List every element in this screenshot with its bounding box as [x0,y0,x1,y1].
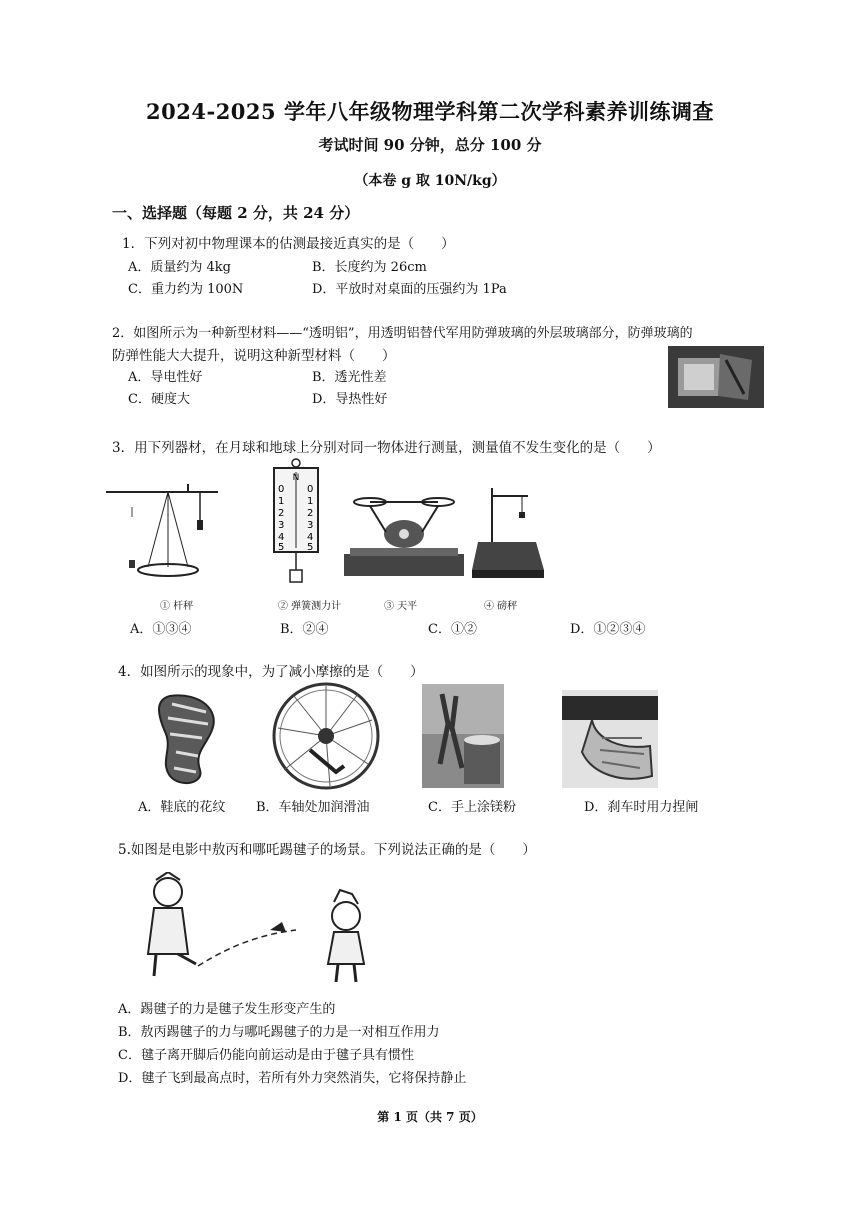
svg-text:2: 2 [307,508,314,519]
q5-option-b: B．敖丙踢毽子的力与哪吒踢毽子的力是一对相互作用力 [118,1025,440,1040]
spring-scale-unit: N [292,473,300,483]
q4-option-a: A．鞋底的花纹 [138,800,226,815]
svg-text:5: 5 [307,542,314,553]
svg-text:0: 0 [278,484,285,495]
spring-scale-image [270,458,326,588]
q3-option-c: C．①② [428,622,477,637]
chalk-hands-photo [422,684,504,788]
shoe-sole-photo [150,690,230,790]
q5-stem: 5.如图是电影中敖丙和哪吒踢毽子的场景。下列说法正确的是（ ） [118,842,536,858]
svg-text:0: 0 [307,484,314,495]
svg-text:2: 2 [278,508,285,519]
q1-option-c: C．重力约为 100N [128,282,244,297]
svg-text:4: 4 [307,532,314,543]
q4-option-d: D．刹车时用力捏闸 [584,800,699,815]
q5-option-d: D．毽子飞到最高点时，若所有外力突然消失，它将保持静止 [118,1071,467,1086]
q3-stem: 3．用下列器材，在月球和地球上分别对同一物体进行测量，测量值不发生变化的是（ ） [112,440,661,456]
brake-lever-photo [562,690,658,788]
svg-text:1: 1 [278,496,285,507]
q1-stem: 1．下列对初中物理课本的估测最接近真实的是（ ） [122,236,455,252]
q2-stem-line2: 防弹性能大大提升，说明这种新型材料（ ） [112,348,396,364]
balance-image [340,482,470,582]
q1-option-d: D．平放时对桌面的压强约为 1Pa [312,282,507,297]
svg-text:3: 3 [307,520,314,531]
spring-scale-right-ticks [307,484,313,553]
page-number: 第 1 页（共 7 页） [377,1110,483,1124]
q3-option-b: B．②④ [280,622,329,637]
q1-option-b: B．长度约为 26cm [312,260,427,275]
q3-caption-2: ② 弹簧测力计 [278,601,342,612]
q2-option-d: D．导热性好 [312,392,388,407]
q5-option-c: C．毽子离开脚后仍能向前运动是由于毽子具有惯性 [118,1048,414,1063]
steelyard-image [106,462,256,592]
q3-option-d: D．①②③④ [570,622,646,637]
svg-text:1: 1 [307,496,314,507]
q4-stem: 4．如图所示的现象中，为了减小摩擦的是（ ） [118,664,424,680]
svg-text:5: 5 [278,542,285,553]
transparent-aluminum-photo [668,346,764,408]
q4-option-b: B．车轴处加润滑油 [256,800,370,815]
svg-text:4: 4 [278,532,285,543]
q5-option-a: A．踢毽子的力是毽子发生形变产生的 [118,1002,336,1017]
section-heading: 一、选择题（每题 2 分，共 24 分） [112,204,360,222]
bicycle-wheel-photo [270,680,384,792]
q1-option-a: A．质量约为 4kg [128,260,231,275]
q4-option-c: C．手上涂镁粉 [428,800,516,815]
q2-option-a: A．导电性好 [128,370,203,385]
q3-caption-3: ③ 天平 [384,601,418,612]
q3-caption-4: ④ 磅秤 [484,601,518,612]
exam-time-info: 考试时间 90 分钟，总分 100 分 [318,136,542,154]
q2-option-b: B．透光性差 [312,370,387,385]
platform-scale-image [470,484,550,584]
q2-option-c: C．硬度大 [128,392,190,407]
spring-scale-left-ticks [278,484,284,553]
q3-option-a: A．①③④ [130,622,192,637]
svg-text:3: 3 [278,520,285,531]
q3-caption-1: ① 杆秤 [160,601,194,612]
exam-note: （本卷 g 取 10N/kg） [354,173,506,189]
exam-title: 2024-2025 学年八年级物理学科第二次学科素养训练调查 [146,99,714,124]
shuttlecock-kicking-illustration [136,872,386,988]
q2-stem-line1: 2．如图所示为一种新型材料——“透明铝”，用透明铝替代军用防弹玻璃的外层玻璃部分，防弹玻璃的 [112,326,693,341]
